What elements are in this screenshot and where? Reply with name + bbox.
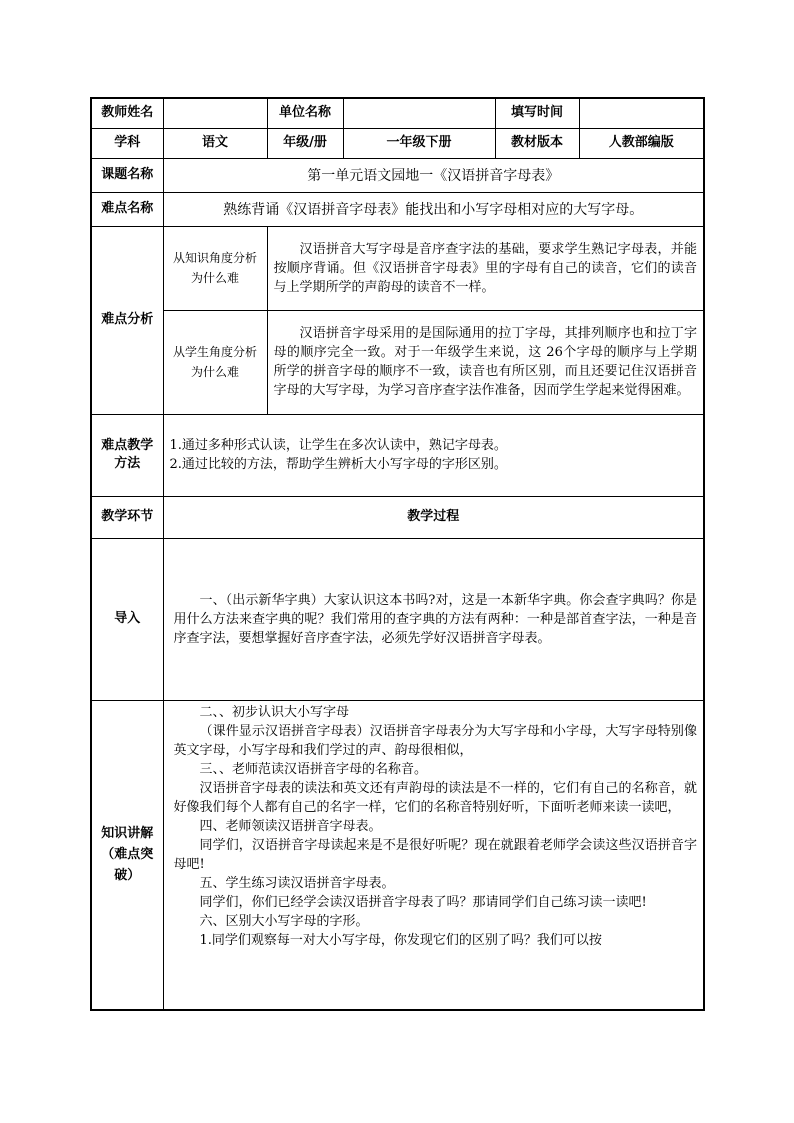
student-angle-text: 汉语拼音字母采用的是国际通用的拉丁字母，其排列顺序也和拉丁字母的顺序完全一致。对于一年级学生来说，这 26个字母的顺序与上学期所学的拼音字母的顺序不一致，读音也有所区别，而且还要记住汉语拼音字母的大写字母，为学习音序查字法作准备，因而学生学起来觉得困难。: [267, 310, 704, 414]
topic-row: [91, 158, 704, 192]
analysis-student-row: [91, 310, 704, 414]
method-label: 难点教学方法: [91, 414, 163, 496]
knowledge-label: 知识讲解（难点突破）: [91, 700, 163, 1010]
grade-label: 年级/册: [267, 128, 343, 158]
intro-text: 一、（出示新华字典）大家认识这本书吗?对，这是一本新华字典。你会查字典吗？你是用什么方法来查字典的呢？我们常用的查字典的方法有两种：一种是部首查字法，一种是音序查字法，要想掌握好音序查字法，必须先学好汉语拼音字母表。: [163, 538, 704, 700]
info-row-2: [91, 128, 704, 158]
edition-label: 教材版本: [495, 128, 579, 158]
knowledge-para-1: 二、、初步认识大小写字母: [199, 704, 350, 720]
lesson-plan-form: [90, 97, 705, 1011]
knowledge-para-5: 四、老师领读汉语拼音字母表。: [199, 818, 382, 834]
fill-date-value[interactable]: [579, 98, 704, 128]
analysis-label: 难点分析: [91, 226, 163, 414]
difficulty-label: 难点名称: [91, 192, 163, 226]
stage-header-label: 教学环节: [91, 496, 163, 538]
unit-name-label: 单位名称: [267, 98, 343, 128]
knowledge-para-8: 同学们，你们已经学会读汉语拼音字母表了吗？那请同学们自己练习读一读吧!: [199, 894, 647, 910]
method-content: [163, 414, 704, 496]
knowledge-para-7: 五、学生练习读汉语拼音字母表。: [199, 875, 395, 891]
unit-name-value[interactable]: [343, 98, 495, 128]
student-angle-label: 从学生角度分析为什么难: [163, 310, 267, 414]
grade-value: 一年级下册: [343, 128, 495, 158]
method-row: [91, 414, 704, 496]
difficulty-row: [91, 192, 704, 226]
knowledge-para-6: 同学们，汉语拼音字母读起来是不是很好听呢？现在就跟着老师学会读这些汉语拼音字母吧!: [173, 837, 697, 872]
process-header-label: 教学过程: [163, 496, 704, 538]
knowledge-para-4: 汉语拼音字母表的读法和英文还有声韵母的读法是不一样的，它们有自己的名称音，就好像我们每个人都有自己的名字一样，它们的名称音特别好听，下面听老师来读一读吧，: [173, 780, 697, 815]
knowledge-para-9: 六、区别大小写字母的字形。: [199, 913, 369, 929]
knowledge-angle-text: 汉语拼音大写字母是音序查字法的基础，要求学生熟记字母表，并能按顺序背诵。但《汉语拼音字母表》里的字母有自己的读音，它们的读音与上学期所学的声韵母的读音不一样。: [267, 226, 704, 310]
knowledge-row: [91, 700, 704, 1010]
topic-value: 第一单元语文园地一《汉语拼音字母表》: [163, 158, 704, 192]
subject-label: 学科: [91, 128, 163, 158]
knowledge-para-3: 三、、老师范读汉语拼音字母的名称音。: [199, 761, 428, 777]
method-line-1: 1.通过多种形式认读，让学生在多次认读中，熟记字母表。: [169, 438, 507, 453]
intro-label: 导入: [91, 538, 163, 700]
info-row-1: [91, 98, 704, 128]
method-line-2: 2.通过比较的方法，帮助学生辨析大小写字母的字形区别。: [169, 457, 507, 472]
intro-row: [91, 538, 704, 700]
fill-date-label: 填写时间: [495, 98, 579, 128]
lesson-plan-document: [90, 97, 703, 1011]
process-header-row: [91, 496, 704, 538]
teacher-name-value[interactable]: [163, 98, 267, 128]
subject-value: 语文: [163, 128, 267, 158]
difficulty-value: 熟练背诵《汉语拼音字母表》能找出和小写字母相对应的大写字母。: [163, 192, 704, 226]
knowledge-para-10: 1.同学们观察每一对大小写字母，你发现它们的区别了吗？我们可以按: [199, 932, 602, 948]
knowledge-para-2: （课件显示汉语拼音字母表）汉语拼音字母表分为大写字母和小字母，大写字母特别像英文字母，小写字母和我们学过的声、韵母很相似，: [173, 723, 697, 758]
analysis-knowledge-row: [91, 226, 704, 310]
knowledge-content: [163, 700, 704, 1010]
topic-label: 课题名称: [91, 158, 163, 192]
edition-value: 人教部编版: [579, 128, 704, 158]
teacher-name-label: 教师姓名: [91, 98, 163, 128]
knowledge-angle-label: 从知识角度分析为什么难: [163, 226, 267, 310]
